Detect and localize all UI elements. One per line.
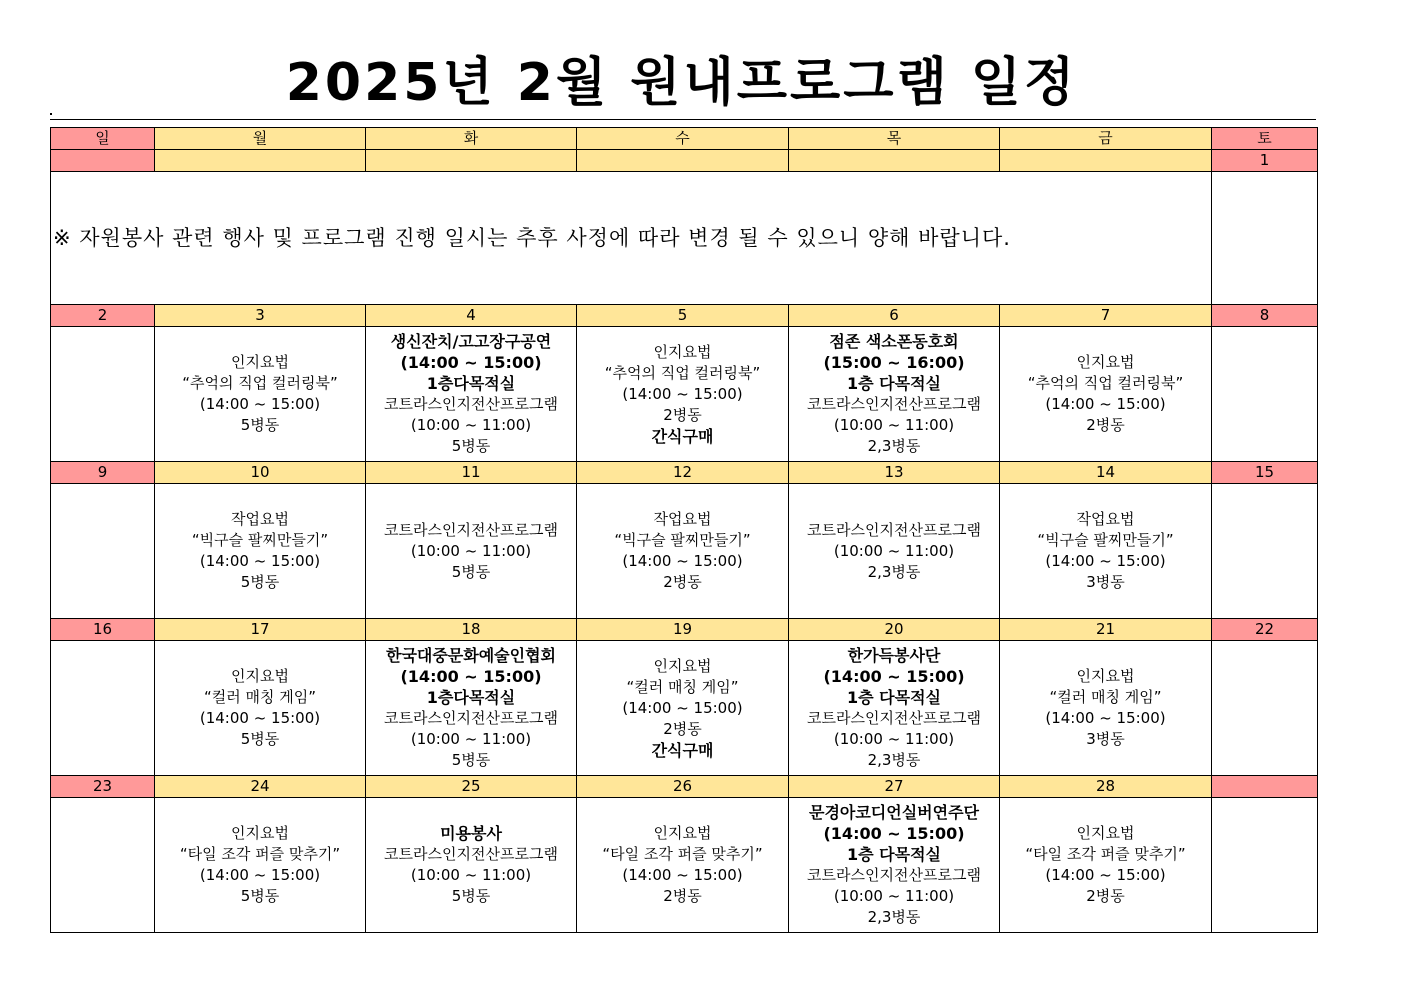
- date-number: [577, 150, 789, 172]
- schedule-cell: [155, 327, 366, 462]
- date-number: [51, 150, 155, 172]
- schedule-line: 인지요법: [1076, 824, 1135, 842]
- schedule-cell: [366, 641, 577, 776]
- date-number: [1212, 776, 1318, 798]
- schedule-line: 5병동: [240, 416, 280, 434]
- schedule-cell: [155, 641, 366, 776]
- schedule-line: (14:00 ~ 15:00): [1045, 866, 1166, 884]
- schedule-line: 2,3병동: [867, 437, 921, 455]
- schedule-row: [51, 798, 1318, 933]
- schedule-cell: [1000, 798, 1212, 933]
- schedule-cell: [789, 798, 1000, 933]
- weekday-header: 수: [577, 128, 789, 150]
- schedule-line: 1층 다목적실: [847, 374, 941, 393]
- schedule-cell: [789, 641, 1000, 776]
- weekday-header: 금: [1000, 128, 1212, 150]
- date-number-row: [51, 305, 1318, 327]
- schedule-line: 간식구매: [651, 740, 714, 760]
- schedule-cell: [1000, 641, 1212, 776]
- schedule-line: 인지요법: [231, 824, 289, 842]
- date-number: 13: [789, 462, 1000, 484]
- weekday-header: 화: [366, 128, 577, 150]
- schedule-line: 간식구매: [651, 426, 714, 446]
- schedule-line: “빅구슬 팔찌만들기”: [1037, 531, 1174, 549]
- date-number-row: [51, 150, 1318, 172]
- schedule-line: “빅구슬 팔찌만들기”: [191, 531, 329, 549]
- schedule-line: 3병동: [1086, 730, 1125, 748]
- schedule-line: (14:00 ~ 15:00): [823, 824, 965, 843]
- schedule-line: 5병동: [451, 887, 491, 905]
- schedule-line: 코트라스인지전산프로그램: [384, 845, 558, 863]
- notice-text: ※ 자원봉사 관련 행사 및 프로그램 진행 일시는 추후 사정에 따라 변경 될 수 있으니 양해 바랍니다.: [51, 172, 1212, 305]
- schedule-line: 한국대중문화예술인협회: [385, 646, 557, 665]
- schedule-line: 2병동: [663, 887, 702, 905]
- notice-row: [51, 172, 1318, 305]
- schedule-line: “타일 조각 퍼즐 맞추기”: [1025, 845, 1186, 863]
- schedule-line: (14:00 ~ 15:00): [622, 698, 743, 717]
- schedule-line: 코트라스인지전산프로그램: [807, 520, 981, 539]
- schedule-cell: [1000, 327, 1212, 462]
- schedule-line: (14:00 ~ 15:00): [400, 353, 542, 372]
- schedule-line: 2병동: [663, 405, 702, 424]
- schedule-line: 한가득봉사단: [847, 646, 941, 665]
- date-number: 5: [577, 305, 789, 327]
- schedule-line: 작업요법: [653, 510, 712, 528]
- schedule-cell: [1000, 484, 1212, 619]
- schedule-cell: [789, 484, 1000, 619]
- schedule-line: 2병동: [1086, 416, 1125, 434]
- schedule-cell: [1212, 798, 1318, 933]
- schedule-line: (14:00 ~ 15:00): [199, 395, 321, 413]
- date-number: 20: [789, 619, 1000, 641]
- schedule-line: 5병동: [451, 437, 491, 455]
- date-number: 3: [155, 305, 366, 327]
- schedule-line: “컬러 매칭 게임”: [203, 688, 317, 706]
- schedule-line: 5병동: [240, 573, 280, 591]
- schedule-line: (14:00 ~ 15:00): [1045, 552, 1166, 570]
- date-number-row: [51, 619, 1318, 641]
- date-number: 15: [1212, 462, 1318, 484]
- date-number: 4: [366, 305, 577, 327]
- schedule-line: 인지요법: [653, 824, 712, 842]
- date-number: 21: [1000, 619, 1212, 641]
- schedule-line: “타일 조각 퍼즐 맞추기”: [602, 845, 763, 863]
- schedule-line: 2,3병동: [867, 751, 921, 769]
- schedule-line: (14:00 ~ 15:00): [823, 667, 965, 686]
- date-number: 27: [789, 776, 1000, 798]
- schedule-line: (14:00 ~ 15:00): [199, 866, 321, 884]
- schedule-line: (10:00 ~ 11:00): [410, 866, 532, 884]
- schedule-line: (14:00 ~ 15:00): [199, 709, 321, 727]
- date-number: 23: [51, 776, 155, 798]
- date-number: 11: [366, 462, 577, 484]
- date-number: 1: [1212, 150, 1318, 172]
- schedule-line: 2병동: [1086, 887, 1125, 905]
- schedule-line: 코트라스인지전산프로그램: [807, 709, 981, 727]
- schedule-line: 작업요법: [1076, 510, 1135, 528]
- date-number: 14: [1000, 462, 1212, 484]
- date-number-row: [51, 462, 1318, 484]
- empty-cell: [1212, 172, 1318, 305]
- schedule-line: 인지요법: [231, 353, 289, 371]
- date-number: 6: [789, 305, 1000, 327]
- schedule-line: 1층다목적실: [426, 374, 516, 393]
- schedule-line: 코트라스인지전산프로그램: [807, 395, 981, 413]
- schedule-cell: [366, 327, 577, 462]
- schedule-cell: [51, 327, 155, 462]
- date-number: 22: [1212, 619, 1318, 641]
- schedule-line: (14:00 ~ 15:00): [199, 552, 321, 570]
- date-number: 16: [51, 619, 155, 641]
- schedule-cell: [51, 798, 155, 933]
- date-number: 8: [1212, 305, 1318, 327]
- weekday-header: 목: [789, 128, 1000, 150]
- date-number: 24: [155, 776, 366, 798]
- schedule-line: (10:00 ~ 11:00): [410, 416, 532, 434]
- date-number: [789, 150, 1000, 172]
- title-divider: [50, 119, 1316, 120]
- date-number: 12: [577, 462, 789, 484]
- schedule-line: “추억의 직업 컬러링북”: [604, 363, 761, 382]
- schedule-cell: [577, 327, 789, 462]
- schedule-line: (10:00 ~ 11:00): [833, 416, 955, 434]
- schedule-line: “컬러 매칭 게임”: [1049, 688, 1162, 706]
- schedule-line: 인지요법: [653, 656, 712, 675]
- schedule-row: [51, 327, 1318, 462]
- date-number: 26: [577, 776, 789, 798]
- schedule-line: 5병동: [240, 887, 280, 905]
- date-number: 19: [577, 619, 789, 641]
- date-number: [155, 150, 366, 172]
- schedule-line: (10:00 ~ 11:00): [833, 541, 955, 560]
- schedule-cell: [51, 641, 155, 776]
- schedule-line: 인지요법: [653, 342, 712, 361]
- schedule-line: (14:00 ~ 15:00): [400, 667, 542, 686]
- schedule-row: [51, 641, 1318, 776]
- schedule-line: 5병동: [451, 562, 491, 581]
- schedule-cell: [1212, 327, 1318, 462]
- schedule-line: (14:00 ~ 15:00): [622, 384, 743, 403]
- schedule-line: 5병동: [240, 730, 280, 748]
- schedule-line: 코트라스인지전산프로그램: [807, 866, 981, 884]
- schedule-line: 인지요법: [231, 667, 289, 685]
- schedule-line: 2병동: [663, 573, 702, 591]
- schedule-line: 코트라스인지전산프로그램: [384, 520, 558, 539]
- schedule-line: (10:00 ~ 11:00): [833, 887, 955, 905]
- schedule-line: (14:00 ~ 15:00): [622, 866, 743, 884]
- date-number: 2: [51, 305, 155, 327]
- schedule-line: (10:00 ~ 11:00): [410, 541, 532, 560]
- schedule-line: 코트라스인지전산프로그램: [384, 709, 558, 727]
- weekday-header: 토: [1212, 128, 1318, 150]
- mark-dot: [50, 113, 52, 115]
- schedule-line: “타일 조각 퍼즐 맞추기”: [179, 845, 341, 863]
- schedule-line: (10:00 ~ 11:00): [833, 730, 955, 748]
- schedule-line: 문경아코디언실버연주단: [808, 803, 980, 822]
- schedule-cell: [1212, 641, 1318, 776]
- date-number: 18: [366, 619, 577, 641]
- schedule-cell: [155, 484, 366, 619]
- schedule-line: 미용봉사: [440, 824, 502, 843]
- calendar-table: [50, 127, 1318, 933]
- schedule-line: “추억의 직업 컬러링북”: [1027, 374, 1184, 392]
- schedule-line: 2,3병동: [867, 562, 921, 581]
- schedule-cell: [789, 327, 1000, 462]
- schedule-cell: [366, 484, 577, 619]
- schedule-cell: [577, 641, 789, 776]
- date-number: 10: [155, 462, 366, 484]
- schedule-line: 5병동: [451, 751, 491, 769]
- schedule-line: (15:00 ~ 16:00): [823, 353, 965, 372]
- schedule-row: [51, 484, 1318, 619]
- schedule-cell: [366, 798, 577, 933]
- schedule-line: 1층 다목적실: [847, 688, 941, 707]
- date-number: 7: [1000, 305, 1212, 327]
- schedule-cell: [155, 798, 366, 933]
- schedule-line: 2,3병동: [867, 908, 921, 926]
- schedule-line: (14:00 ~ 15:00): [622, 552, 743, 570]
- schedule-line: 1층다목적실: [426, 688, 516, 707]
- schedule-line: (14:00 ~ 15:00): [1045, 395, 1166, 413]
- weekday-header-row: [51, 128, 1318, 150]
- schedule-line: “빅구슬 팔찌만들기”: [614, 531, 751, 549]
- date-number: 17: [155, 619, 366, 641]
- weekday-header: 일: [51, 128, 155, 150]
- schedule-line: 1층 다목적실: [847, 845, 941, 864]
- schedule-line: 코트라스인지전산프로그램: [384, 395, 558, 413]
- date-number: [1000, 150, 1212, 172]
- schedule-cell: [51, 484, 155, 619]
- schedule-cell: [577, 484, 789, 619]
- schedule-line: (14:00 ~ 15:00): [1045, 709, 1166, 727]
- schedule-line: 인지요법: [1076, 353, 1135, 371]
- schedule-line: 인지요법: [1076, 667, 1135, 685]
- schedule-line: 생신잔치/고고장구공연: [390, 332, 552, 351]
- date-number: [366, 150, 577, 172]
- schedule-line: 점존 색소폰동호회: [829, 332, 959, 351]
- weekday-header: 월: [155, 128, 366, 150]
- schedule-cell: [1212, 484, 1318, 619]
- schedule-line: “컬러 매칭 게임”: [626, 677, 739, 696]
- schedule-line: 작업요법: [231, 510, 289, 528]
- schedule-line: “추억의 직업 컬러링북”: [182, 374, 338, 392]
- schedule-cell: [577, 798, 789, 933]
- schedule-line: (10:00 ~ 11:00): [410, 730, 532, 748]
- date-number: 28: [1000, 776, 1212, 798]
- date-number: 9: [51, 462, 155, 484]
- date-number: 25: [366, 776, 577, 798]
- schedule-line: 3병동: [1086, 573, 1125, 591]
- schedule-line: 2병동: [663, 719, 702, 738]
- date-number-row: [51, 776, 1318, 798]
- page-title: 2025년 2월 원내프로그램 일정: [285, 53, 1078, 113]
